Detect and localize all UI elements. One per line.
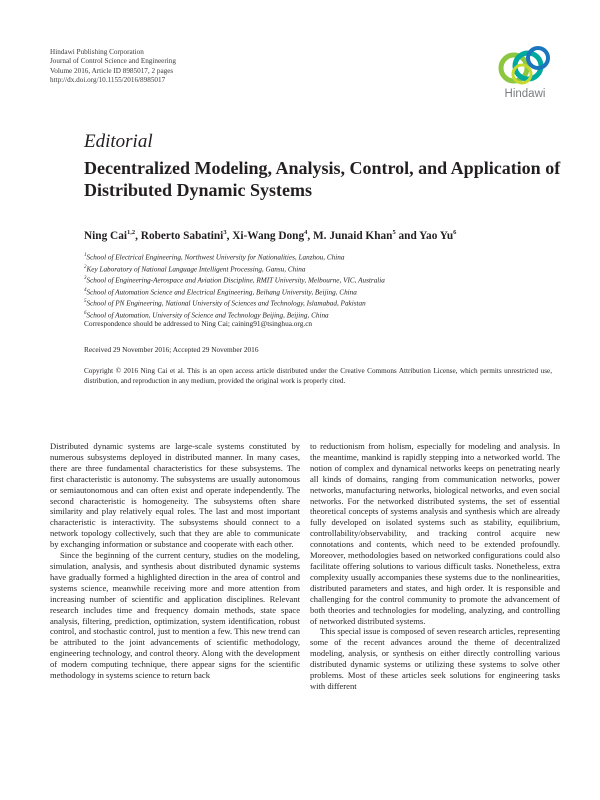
- copyright-notice: Copyright © 2016 Ning Cai et al. This is an open access article distributed under the Creative Commons Attribution License, which permits unrestricted use, distribution, and reproduction in any medium, provided the original work is properly cited.: [84, 367, 552, 386]
- body-paragraph: Since the beginning of the current century, studies on the modeling, simulation, analysis, and synthesis about distributed dynamic systems have gradually formed a highlighted direction in the area of control and systems science, meanwhile receiving more and more attention from increasing number of scientific and application disciplines. Relevant research includes time and frequency domain methods, state space analysis, filtering, prediction, optimization, system identification, robust control, and stochastic control, just to mention a few. This new trend can be attributed to the joint advancements of scientific methodology, engineering technology, and control theory. Along with the development of modern computing technique, there appear signs for the scientific methodology in systems science to return back: [50, 550, 300, 681]
- body-column-left: [50, 441, 300, 681]
- affiliation-list: [84, 251, 385, 321]
- affiliation: $^3$School of Engineering-Aerospace and Aviation Discipline, RMIT University, Melbourne, VIC, Australia: [84, 276, 385, 285]
- affiliation: $^5$School of PN Engineering, National University of Sciences and Technology, Islamabad, Pakistan: [84, 299, 366, 308]
- author: Yao Yu$^6$: [419, 229, 457, 242]
- correspondence: Correspondence should be addressed to Ning Cai; caining91@tsinghua.org.cn: [84, 319, 313, 328]
- hindawi-rings-icon: [492, 44, 558, 88]
- publisher-line: Hindawi Publishing Corporation: [50, 48, 144, 56]
- journal-name: Journal of Control Science and Engineering: [50, 57, 176, 66]
- affiliation: $^1$School of Electrical Engineering, Northwest University for Nationalities, Lanzhou, China: [84, 253, 345, 262]
- logo-text: Hindawi: [504, 88, 546, 100]
- body-paragraph: to reductionism from holism, especially for modeling and analysis. In the meantime, mankind is rapidly stepping into a networked world. The notion of complex and dynamical networks keeps on penetrating nearly all kinds of domains, ranging from communication networks, power networks, manufacturing networks, biological networks, and even social networks. For the networked distributed systems, the set of essential theoretical concepts of systems analysis and synthesis which are already fully developed on isolated systems such as stability, equilibrium, controllability/observability, and tracking control acquire new connotations and contents, which need to be extended profoundly. Moreover, methodologies based on networked configurations could also facilitate offering solutions to various difficult tasks. Nonetheless, extra complexity usually accompanies these systems due to the nonlinearities, distributed parameters and states, and high order. It is responsible and challenging for the control community to promote the advancement of both theories and technologies for modeling, analyzing, and controlling of networked distributed systems.: [310, 441, 560, 626]
- affiliation: $^2$Key Laboratory of National Language Intelligent Processing, Gansu, China: [84, 264, 306, 273]
- author: M. Junaid Khan$^5$ and: [313, 229, 420, 242]
- author: Roberto Sabatini$^3$,: [140, 229, 233, 242]
- doi-link[interactable]: http://dx.doi.org/10.1155/2016/8985017: [50, 76, 166, 85]
- body-paragraph: This special issue is composed of seven research articles, representing some of the recent advances around the theme of decentralized modeling, analysis, or synthesis on either directly controlling various distributed dynamic systems or utilizing these systems to solve other problems. Most of these articles seek solutions for engineering tasks with different: [310, 626, 560, 691]
- section-label: Editorial: [84, 131, 153, 152]
- body-column-right: [310, 441, 560, 692]
- author-list: [84, 229, 456, 242]
- received-dates: Received 29 November 2016; Accepted 29 November 2016: [84, 345, 259, 354]
- author: Xi-Wang Dong$^4$,: [232, 229, 314, 242]
- author: Ning Cai$^{1,2}$,: [84, 229, 141, 242]
- journal-header: [50, 48, 176, 86]
- body-paragraph: Distributed dynamic systems are large-scale systems constituted by numerous subsystems deployed in distributed manner. In many cases, there are three fundamental characteristics for these subsystems. The first characteristic is autonomy. The subsystems are usually autonomous or semiautonomous and can often exist and operate independently. The second characteristic is homogeneity. The subsystems often share similarity and play relatively equal roles. The last and most important characteristic is interactivity. The subsystems should connect to a network topology collectively, such that they are able to communicate by exchanging information or substance and cooperate with each other.: [50, 441, 300, 550]
- affiliation: $^6$School of Automation, University of Science and Technology Beijing, Beijing, China: [84, 310, 329, 320]
- hindawi-logo: [492, 44, 558, 106]
- volume-line: Volume 2016, Article ID 8985017, 2 pages: [50, 66, 174, 75]
- affiliation: $^4$School of Automation Science and Electrical Engineering, Beihang University, Beijing, China: [84, 287, 357, 297]
- article-title: Decentralized Modeling, Analysis, Control, and Application of Distributed Dynamic Systems: [84, 158, 561, 200]
